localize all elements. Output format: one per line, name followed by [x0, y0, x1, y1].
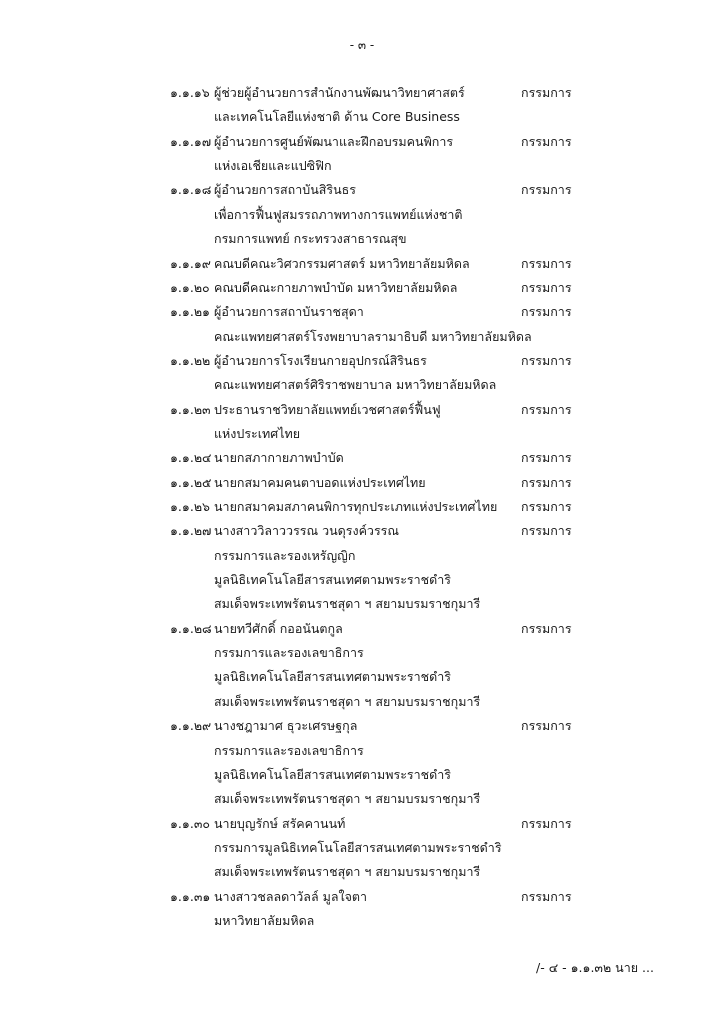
committee-item: [0, 300, 724, 324]
member-title: ผู้อำนวยการสถาบันราชสุดา: [214, 304, 364, 320]
member-role: กรรมการ: [521, 815, 572, 831]
member-title: นายกสมาคมคนตาบอดแห่งประเทศไทย: [214, 474, 426, 490]
committee-item: [0, 252, 724, 276]
member-role: กรรมการ: [521, 304, 572, 320]
member-title: ผู้อำนวยการสถาบันสิรินธร: [214, 182, 356, 198]
member-title-continuation: แห่งเอเชียและแปซิฟิก: [214, 158, 332, 174]
item-number: ๑.๑.๑๖: [170, 85, 210, 100]
member-title-continuation: กรรมการและรองเลขาธิการ: [214, 742, 364, 758]
item-number: ๑.๑.๑๙: [170, 255, 211, 271]
member-role: กรรมการ: [521, 255, 572, 271]
item-number: ๑.๑.๒๔: [170, 450, 212, 466]
page-number: - ๓ -: [349, 38, 375, 52]
committee-item-continuation: [0, 325, 724, 349]
committee-item-continuation: [0, 227, 724, 251]
member-title-continuation: กรรมการและรองเหรัญญิก: [214, 547, 356, 563]
member-title-continuation: แห่งประเทศไทย: [214, 425, 301, 441]
member-title-continuation: กรรมการมูลนิธิเทคโนโลยีสารสนเทศตามพระราชดำริ: [214, 839, 502, 855]
committee-item-continuation: [0, 909, 724, 933]
member-title: ผู้อำนวยการโรงเรียนกายอุปกรณ์สิรินธร: [214, 352, 427, 368]
committee-item-continuation: [0, 105, 724, 129]
member-title: คณบดีคณะวิศวกรรมศาสตร์ มหาวิทยาลัยมหิดล: [214, 255, 470, 271]
member-title-continuation: สมเด็จพระเทพรัตนราชสุดา ฯ สยามบรมราชกุมารี: [214, 693, 481, 709]
member-role: กรรมการ: [521, 523, 572, 539]
item-number: ๑.๑.๒๓: [170, 401, 211, 417]
member-title-continuation: มหาวิทยาลัยมหิดล: [214, 912, 315, 928]
committee-item: [0, 276, 724, 300]
member-role: กรรมการ: [521, 133, 572, 149]
member-role: กรรมการ: [521, 401, 572, 417]
member-title: นางชฎามาศ ธุวะเศรษฐกุล: [214, 718, 358, 734]
member-title: นายบุญรักษ์ สรัคคานนท์: [214, 815, 346, 831]
member-role: กรรมการ: [521, 279, 572, 295]
committee-item: [0, 812, 724, 836]
item-number: ๑.๑.๑๗: [170, 133, 212, 149]
member-title: นางสาวชลลดาวัลล์ มูลใจตา: [214, 888, 368, 904]
committee-item-continuation: [0, 203, 724, 227]
committee-item-continuation: [0, 739, 724, 763]
member-title-continuation: คณะแพทยศาสตร์โรงพยาบาลรามาธิบดี มหาวิทยาลัยมหิดล: [214, 328, 532, 344]
item-number: ๑.๑.๒๖: [170, 499, 210, 514]
committee-item: [0, 130, 724, 154]
committee-item-continuation: [0, 422, 724, 446]
committee-item: [0, 349, 724, 373]
committee-item: [0, 446, 724, 470]
member-title: คณบดีคณะกายภาพบำบัด มหาวิทยาลัยมหิดล: [214, 279, 458, 295]
member-role: กรรมการ: [521, 499, 572, 514]
member-title: ผู้ช่วยผู้อำนวยการสำนักงานพัฒนาวิทยาศาสตร์: [214, 85, 465, 100]
committee-item-continuation: [0, 787, 724, 811]
item-number: ๑.๑.๓๑: [170, 888, 211, 904]
committee-item: [0, 495, 724, 519]
member-role: กรรมการ: [521, 620, 572, 636]
member-title: นายทวีศักดิ์ กออนันตกูล: [214, 620, 343, 636]
committee-item: [0, 398, 724, 422]
member-title-continuation: กรรมการและรองเลขาธิการ: [214, 645, 364, 661]
member-title-continuation: สมเด็จพระเทพรัตนราชสุดา ฯ สยามบรมราชกุมารี: [214, 596, 481, 612]
member-role: กรรมการ: [521, 888, 572, 904]
member-title: นายกสมาคมสภาคนพิการทุกประเภทแห่งประเทศไทย: [214, 499, 498, 514]
committee-item-continuation: [0, 373, 724, 397]
member-title-continuation: มูลนิธิเทคโนโลยีสารสนเทศตามพระราชดำริ: [214, 669, 451, 685]
committee-item-continuation: [0, 860, 724, 884]
item-number: ๑.๑.๒๒: [170, 352, 211, 368]
member-role: กรรมการ: [521, 352, 572, 368]
committee-item: [0, 178, 724, 202]
member-role: กรรมการ: [521, 85, 572, 100]
item-number: ๑.๑.๒๐: [170, 279, 210, 295]
committee-item-continuation: [0, 154, 724, 178]
committee-item-continuation: [0, 544, 724, 568]
member-role: กรรมการ: [521, 450, 572, 466]
committee-item: [0, 617, 724, 641]
committee-item-continuation: [0, 763, 724, 787]
member-title-continuation: สมเด็จพระเทพรัตนราชสุดา ฯ สยามบรมราชกุมารี: [214, 791, 481, 807]
item-number: ๑.๑.๒๙: [170, 718, 212, 734]
item-number: ๑.๑.๒๕: [170, 474, 212, 490]
member-title: นางสาววิลาววรรณ วนดุรงค์วรรณ: [214, 523, 399, 539]
committee-item-continuation: [0, 592, 724, 616]
member-title-continuation: สมเด็จพระเทพรัตนราชสุดา ฯ สยามบรมราชกุมารี: [214, 864, 481, 880]
committee-item: [0, 519, 724, 543]
member-title-continuation: มูลนิธิเทคโนโลยีสารสนเทศตามพระราชดำริ: [214, 766, 451, 782]
committee-item-continuation: [0, 690, 724, 714]
item-number: ๑.๑.๓๐: [170, 815, 210, 831]
member-role: กรรมการ: [521, 718, 572, 734]
member-role: กรรมการ: [521, 182, 572, 198]
member-title: ผู้อำนวยการศูนย์พัฒนาและฝึกอบรมคนพิการ: [214, 133, 454, 149]
item-number: ๑.๑.๒๘: [170, 620, 212, 636]
member-role: กรรมการ: [521, 474, 572, 490]
member-title: ประธานราชวิทยาลัยแพทย์เวชศาสตร์ฟื้นฟู: [214, 401, 441, 417]
member-title-continuation: คณะแพทยศาสตร์ศิริราชพยาบาล มหาวิทยาลัยมหิดล: [214, 377, 497, 393]
committee-item: [0, 885, 724, 909]
committee-item-continuation: [0, 836, 724, 860]
item-number: ๑.๑.๒๑: [170, 304, 210, 320]
item-number: ๑.๑.๑๘: [170, 182, 212, 198]
next-page-reference: /- ๔ - ๑.๑.๓๒ นาย ...: [536, 960, 654, 975]
committee-item: [0, 471, 724, 495]
item-number: ๑.๑.๒๗: [170, 523, 212, 539]
member-title-continuation: และเทคโนโลยีแห่งชาติ ด้าน Core Business: [214, 109, 460, 125]
committee-item-continuation: [0, 665, 724, 689]
member-title: นายกสภากายภาพบำบัด: [214, 450, 344, 466]
member-title-continuation: มูลนิธิเทคโนโลยีสารสนเทศตามพระราชดำริ: [214, 572, 451, 587]
member-title-continuation: กรมการแพทย์ กระทรวงสาธารณสุข: [214, 231, 407, 247]
committee-item-continuation: [0, 641, 724, 665]
committee-item: [0, 714, 724, 738]
member-title-continuation: เพื่อการฟื้นฟูสมรรถภาพทางการแพทย์แห่งชาติ: [214, 206, 463, 222]
committee-item-continuation: [0, 568, 724, 592]
committee-item: [0, 81, 724, 105]
